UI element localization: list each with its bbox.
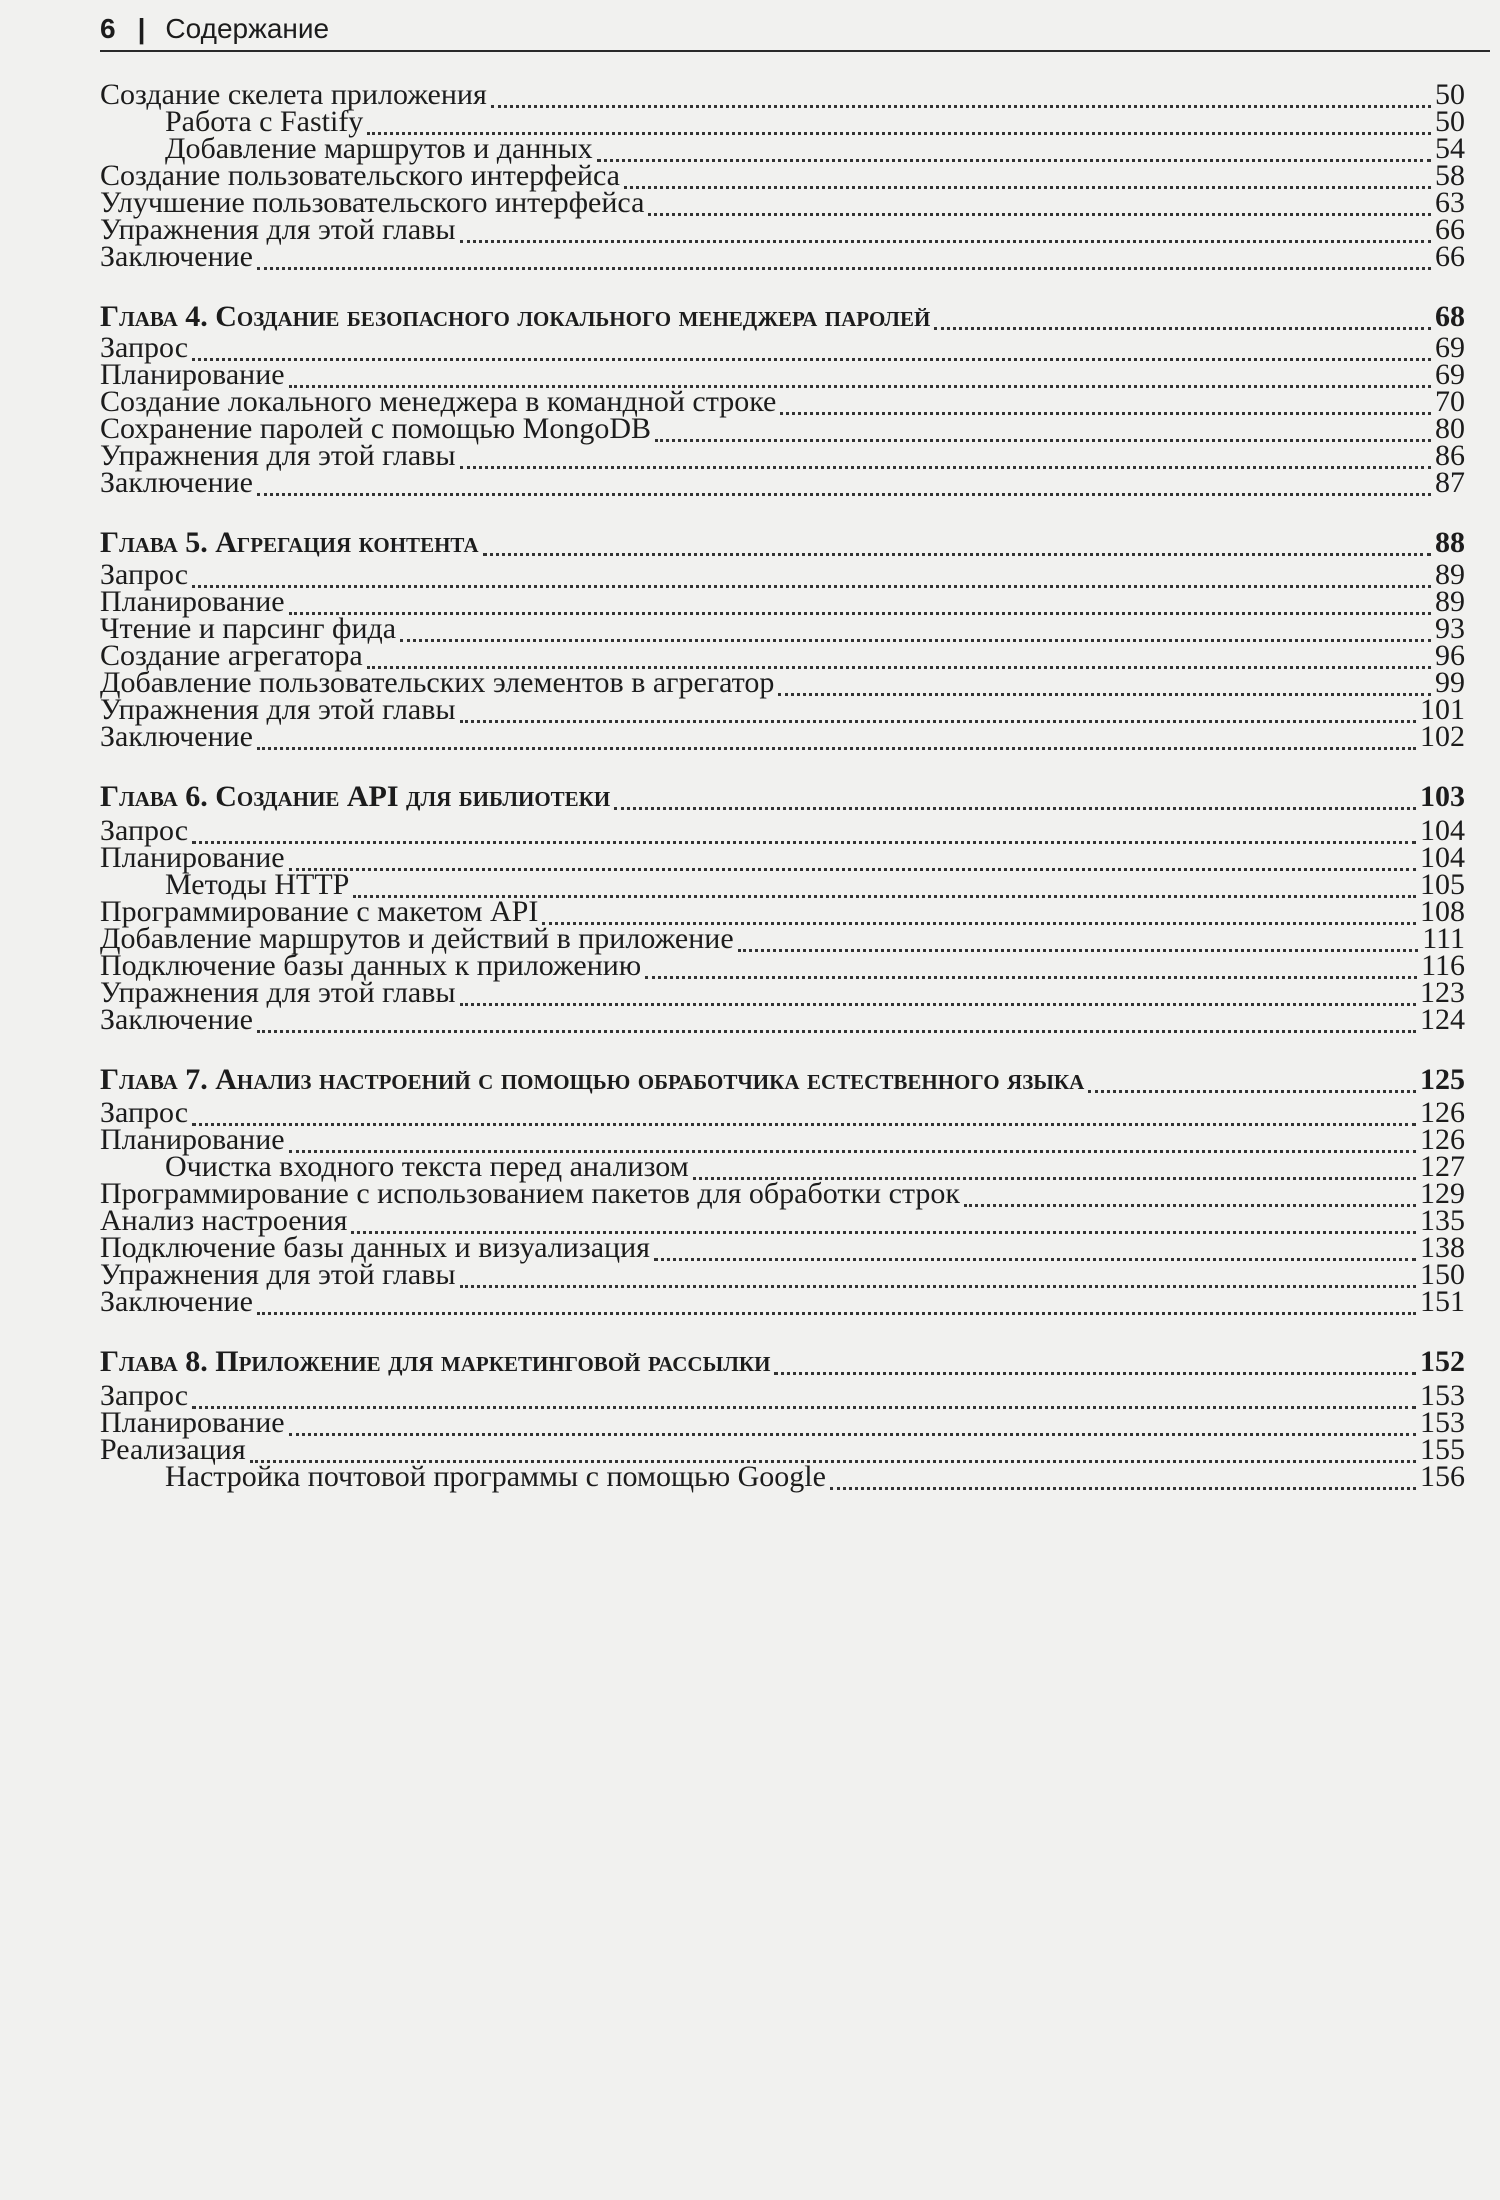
toc-entry-page: 50: [1435, 105, 1465, 138]
toc-entry: [100, 1285, 1465, 1323]
toc-entry-title: Заключение: [100, 466, 253, 499]
toc-entry-title: Заключение: [100, 1285, 253, 1318]
toc-entry: [100, 1003, 1465, 1041]
header-separator: |: [137, 13, 146, 44]
toc-entry-title: Упражнения для этой главы: [100, 213, 456, 246]
toc-entry-title: Подключение базы данных к приложению: [100, 949, 642, 982]
toc-entry-title: Подключение базы данных и визуализация: [100, 1231, 650, 1264]
toc-chapter-entry: [100, 780, 1465, 818]
toc-entry-page: 151: [1420, 1285, 1465, 1318]
toc-entry-page: 87: [1435, 466, 1465, 499]
toc-entry-title: Запрос: [100, 331, 189, 364]
toc-entry-page: 129: [1420, 1177, 1465, 1210]
toc-entry-page: 101: [1420, 693, 1465, 726]
toc-entry-page: 150: [1420, 1258, 1465, 1291]
toc-entry: [165, 1460, 1465, 1498]
toc-entry-title: Создание агрегатора: [100, 639, 363, 672]
toc-entry-page: 63: [1435, 186, 1465, 219]
toc-entry-page: 138: [1420, 1231, 1465, 1264]
toc-entry-page: 135: [1420, 1204, 1465, 1237]
toc-entry-title: Глава 6. Создание API для библиотеки: [100, 780, 611, 813]
page-number: 6: [100, 13, 116, 44]
toc-entry-title: Планирование: [100, 841, 285, 874]
toc-entry-page: 111: [1422, 922, 1465, 955]
toc-entry-page: 86: [1435, 439, 1465, 472]
toc-entry-title: Добавление маршрутов и действий в приложение: [100, 922, 734, 955]
toc-entry-title: Создание пользовательского интерфейса: [100, 159, 620, 192]
toc-entry-title: Глава 7. Анализ настроений с помощью обработчика естественного языка: [100, 1063, 1085, 1096]
toc-entry-page: 153: [1420, 1406, 1465, 1439]
toc-entry-page: 66: [1435, 213, 1465, 246]
toc-entry-page: 69: [1435, 331, 1465, 364]
toc-entry: [100, 720, 1465, 758]
toc-entry-title: Добавление пользовательских элементов в агрегатор: [100, 666, 775, 699]
toc-entry-page: 99: [1435, 666, 1465, 699]
toc-entry-title: Упражнения для этой главы: [100, 976, 456, 1009]
toc-entry-title: Запрос: [100, 1096, 189, 1129]
toc-entry-title: Упражнения для этой главы: [100, 693, 456, 726]
toc-entry-page: 156: [1420, 1460, 1465, 1493]
toc-entry-title: Создание скелета приложения: [100, 78, 487, 111]
toc-entry-page: 88: [1435, 526, 1465, 559]
toc-entry-page: 123: [1420, 976, 1465, 1009]
toc-entry-title: Планирование: [100, 1406, 285, 1439]
toc-entry-title: Чтение и парсинг фида: [100, 612, 397, 645]
toc-entry-title: Планирование: [100, 358, 285, 391]
toc-entry-page: 127: [1420, 1150, 1465, 1183]
toc-entry-title: Глава 4. Создание безопасного локального менеджера паролей: [100, 300, 931, 333]
toc-entry-title: Заключение: [100, 240, 253, 273]
dot-leader: [614, 807, 1416, 810]
toc-entry-page: 93: [1435, 612, 1465, 645]
toc-entry-page: 125: [1420, 1063, 1465, 1096]
dot-leader: [257, 1312, 1416, 1315]
toc-entry-page: 70: [1435, 385, 1465, 418]
toc-entry-page: 96: [1435, 639, 1465, 672]
toc-entry-page: 108: [1420, 895, 1465, 928]
toc-entry-title: Планирование: [100, 1123, 285, 1156]
toc-entry-title: Запрос: [100, 814, 189, 847]
toc-entry-page: 102: [1420, 720, 1465, 753]
toc-entry-page: 54: [1435, 132, 1465, 165]
dot-leader: [483, 553, 1431, 556]
toc-entry-title: Улучшение пользовательского интерфейса: [100, 186, 645, 219]
dot-leader: [257, 747, 1416, 750]
dot-leader: [257, 1030, 1416, 1033]
toc-entry-page: 152: [1420, 1345, 1465, 1378]
toc-entry-page: 66: [1435, 240, 1465, 273]
toc-entry-title: Упражнения для этой главы: [100, 439, 456, 472]
dot-leader: [830, 1487, 1416, 1490]
toc-entry-page: 104: [1420, 814, 1465, 847]
toc-entry-page: 89: [1435, 558, 1465, 591]
toc-entry-page: 126: [1420, 1096, 1465, 1129]
dot-leader: [257, 493, 1431, 496]
dot-leader: [1088, 1090, 1416, 1093]
toc-entry-title: Добавление маршрутов и данных: [165, 132, 593, 165]
toc-entry-page: 126: [1420, 1123, 1465, 1156]
toc-entry-title: Очистка входного текста перед анализом: [165, 1150, 689, 1183]
toc-entry-title: Глава 8. Приложение для маркетинговой рассылки: [100, 1345, 771, 1378]
dot-leader: [934, 327, 1431, 330]
toc-entry-page: 116: [1421, 949, 1465, 982]
toc-entry-title: Программирование с использованием пакетов для обработки строк: [100, 1177, 960, 1210]
toc-entry-page: 104: [1420, 841, 1465, 874]
toc-entry-page: 69: [1435, 358, 1465, 391]
dot-leader: [774, 1372, 1416, 1375]
toc-entry-page: 103: [1420, 780, 1465, 813]
toc-entry-page: 153: [1420, 1379, 1465, 1412]
toc-entry-page: 80: [1435, 412, 1465, 445]
toc-entry-title: Заключение: [100, 1003, 253, 1036]
toc-entry-title: Запрос: [100, 558, 189, 591]
toc-entry-page: 58: [1435, 159, 1465, 192]
toc-entry-title: Анализ настроения: [100, 1204, 348, 1237]
toc-entry-page: 89: [1435, 585, 1465, 618]
toc-entry: [100, 240, 1465, 278]
toc-entry-title: Глава 5. Агрегация контента: [100, 526, 479, 559]
toc-chapter-entry: [100, 1345, 1465, 1383]
toc-entry: [100, 466, 1465, 504]
toc-entry-title: Настройка почтовой программы с помощью Google: [165, 1460, 826, 1493]
toc-entry-title: Сохранение паролей с помощью MongoDB: [100, 412, 652, 445]
toc-entry-title: Планирование: [100, 585, 285, 618]
toc-entry-page: 105: [1420, 868, 1465, 901]
toc-entry-title: Методы HTTP: [165, 868, 350, 901]
toc-entry-title: Упражнения для этой главы: [100, 1258, 456, 1291]
toc-entry-title: Заключение: [100, 720, 253, 753]
toc-entry-title: Программирование с макетом API: [100, 895, 539, 928]
toc-entry-title: Создание локального менеджера в командной строке: [100, 385, 777, 418]
toc-entry-page: 155: [1420, 1433, 1465, 1466]
running-head: [100, 8, 1490, 52]
toc-entry-title: Запрос: [100, 1379, 189, 1412]
toc-entry-title: Работа с Fastify: [165, 105, 364, 138]
toc-entry-page: 50: [1435, 78, 1465, 111]
page-title: Содержание: [165, 13, 330, 44]
toc-entry-title: Реализация: [100, 1433, 246, 1466]
dot-leader: [257, 267, 1431, 270]
toc-entry-page: 68: [1435, 300, 1465, 333]
toc-entry-page: 124: [1420, 1003, 1465, 1036]
